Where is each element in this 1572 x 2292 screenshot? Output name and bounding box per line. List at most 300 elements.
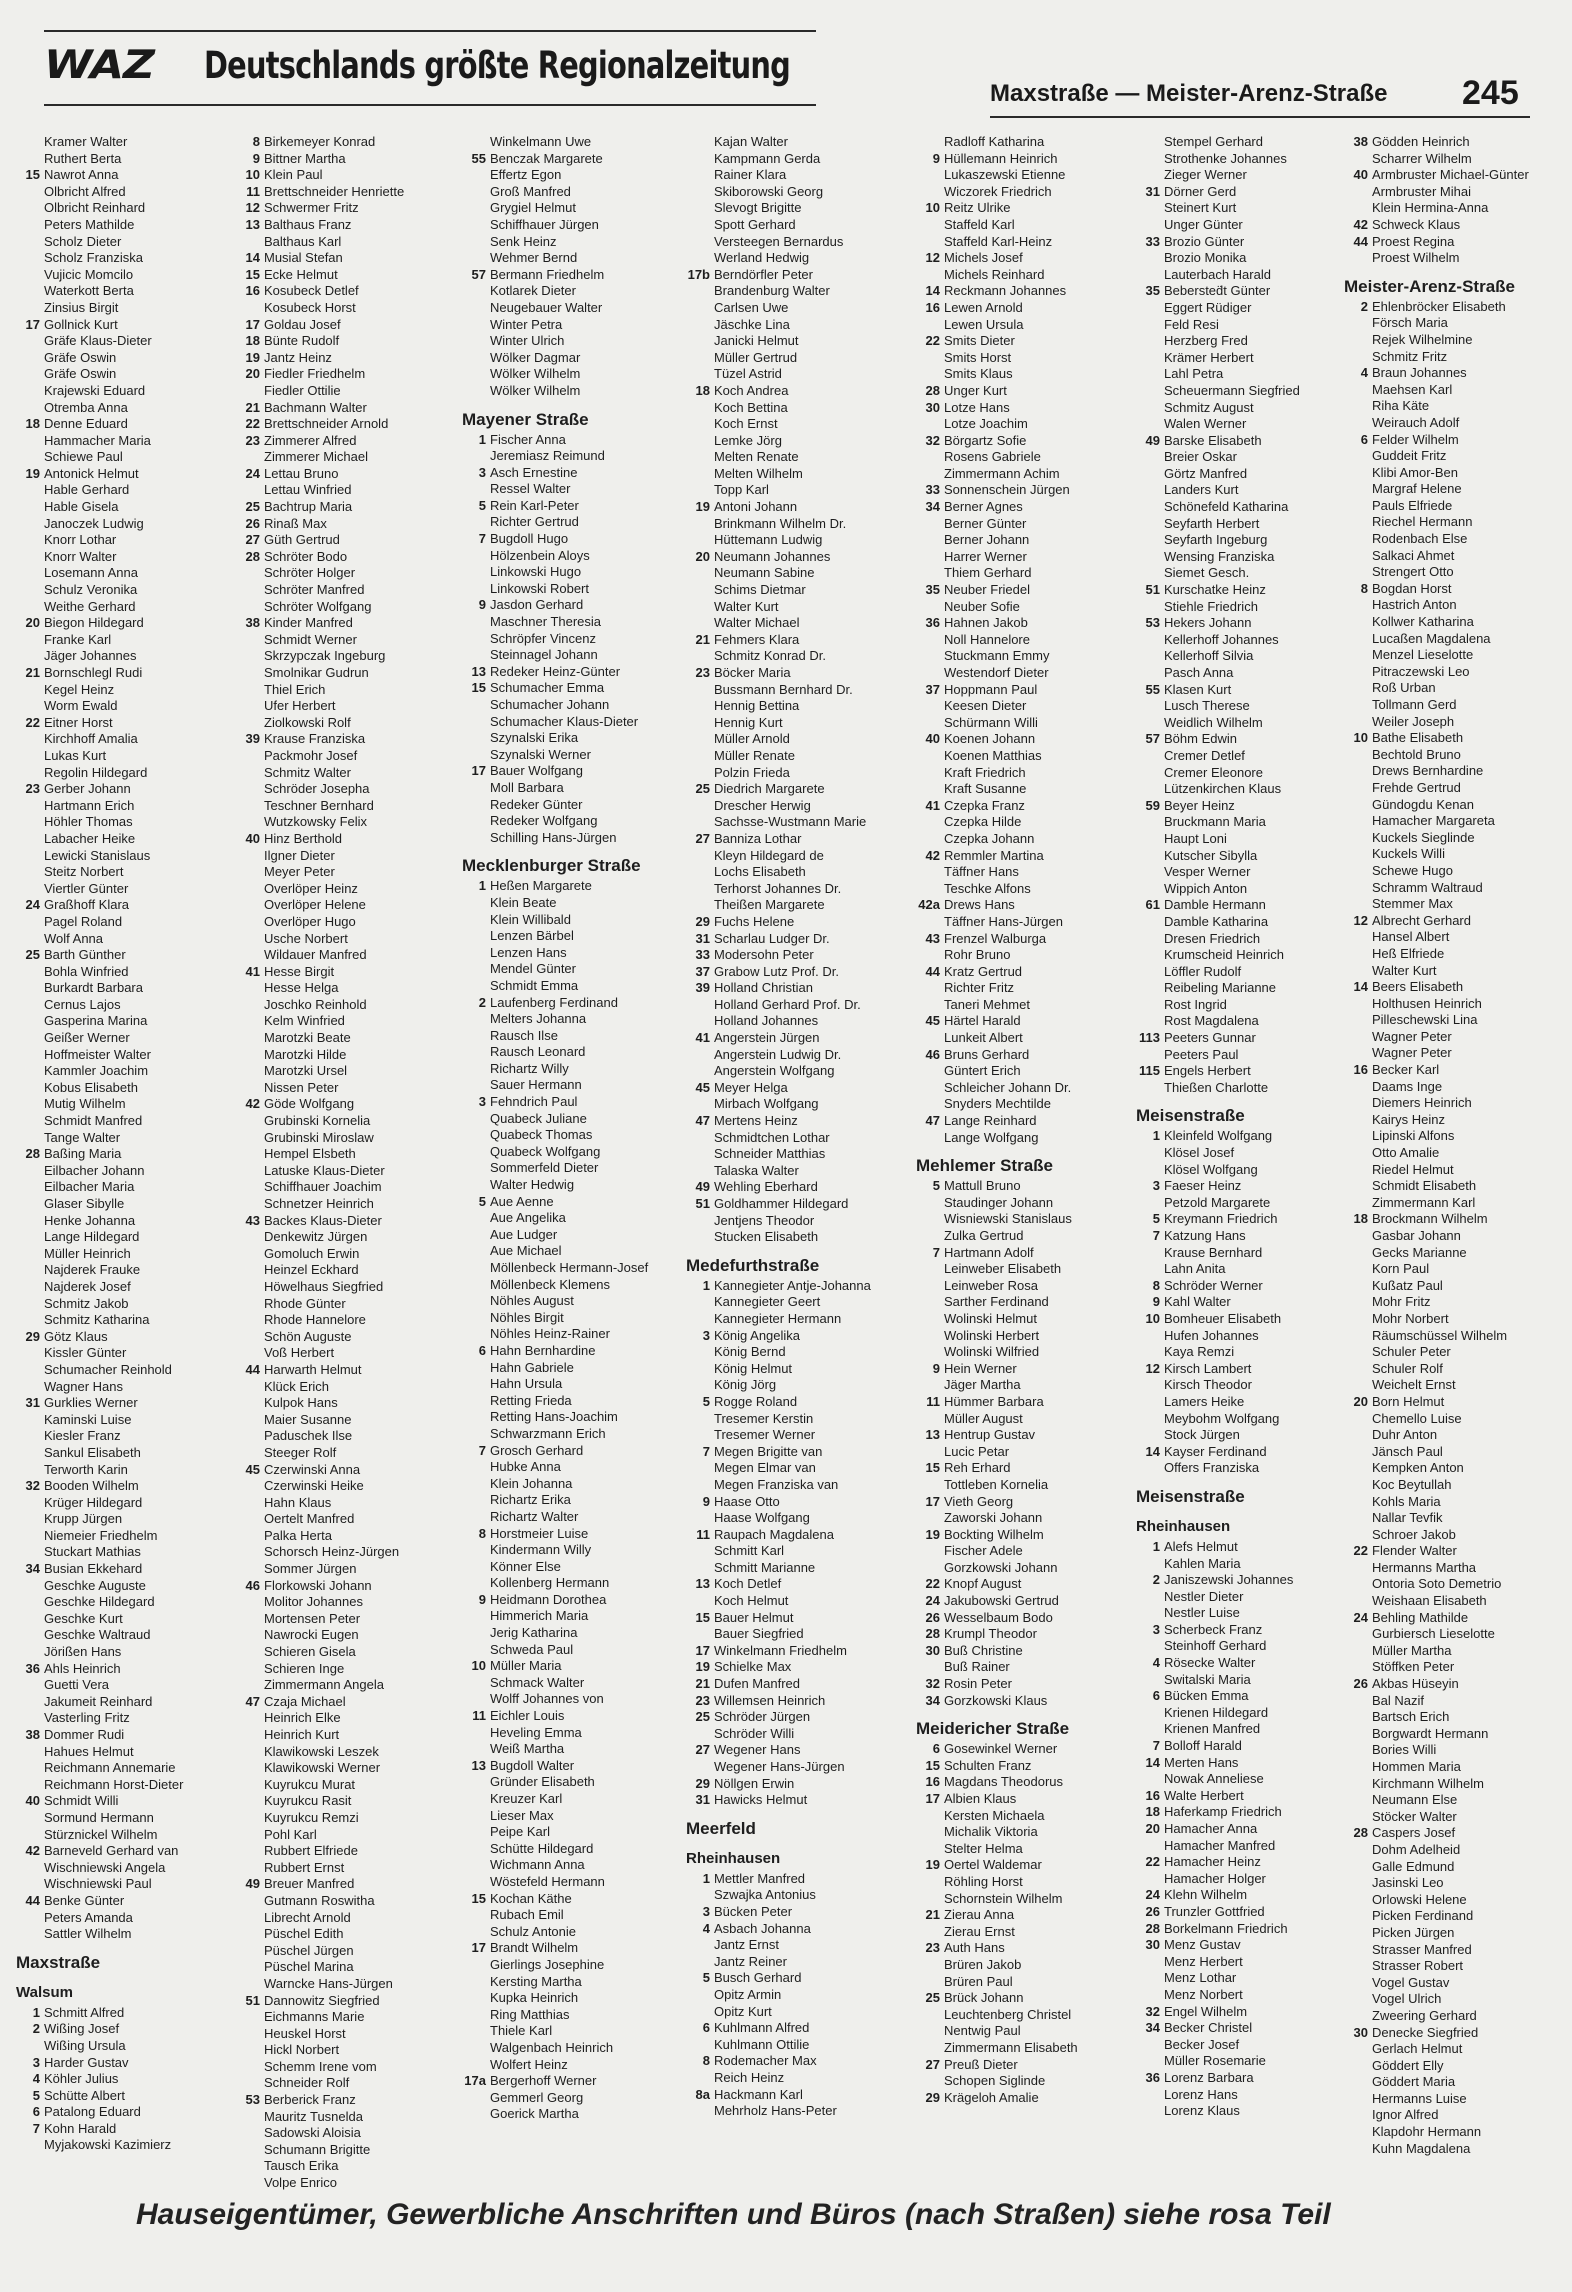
resident-name: Sarther Ferdinand	[944, 1294, 1049, 1310]
resident-name: Knorr Lothar	[44, 532, 117, 548]
resident-name: Switalski Maria	[1164, 1671, 1251, 1687]
resident-name: Krüger Hildegard	[44, 1494, 143, 1510]
resident-entry	[16, 1179, 241, 1196]
resident-name: Quabeck Juliane	[490, 1110, 587, 1126]
house-number: 4	[1360, 365, 1368, 381]
resident-name: Wolinski Herbert	[944, 1327, 1040, 1343]
house-number: 4	[1152, 1655, 1160, 1671]
house-number: 4	[702, 1920, 710, 1936]
house-number: 5	[932, 1178, 940, 1194]
resident-name: Hamacher Margareta	[1372, 813, 1495, 829]
resident-entry	[236, 897, 461, 914]
resident-entry	[1344, 963, 1569, 980]
resident-entry	[1344, 1045, 1569, 1062]
resident-entry	[236, 466, 461, 483]
resident-name: Becker Karl	[1372, 1062, 1440, 1078]
resident-entry	[462, 134, 687, 151]
resident-name: Schröder Josepha	[264, 781, 370, 797]
masthead	[44, 38, 814, 100]
resident-name: Reibeling Marianne	[1164, 980, 1277, 996]
resident-name: Berberick Franz	[264, 2092, 356, 2108]
resident-name: Armbruster Michael-Günter	[1372, 167, 1529, 183]
resident-entry	[16, 582, 241, 599]
resident-name: Kellerhoff Silvia	[1164, 648, 1254, 664]
resident-entry	[686, 1887, 911, 1904]
resident-name: Thiele Karl	[490, 2023, 553, 2039]
resident-name: Knorr Walter	[44, 548, 117, 564]
resident-name: Staffeld Karl	[944, 216, 1015, 232]
resident-name: Wegener Hans-Jürgen	[714, 1759, 845, 1774]
resident-name: Rubach Emil	[490, 1907, 564, 1923]
resident-name: König Angelika	[714, 1327, 801, 1343]
resident-entry	[16, 814, 241, 831]
resident-name: Krienen Manfred	[1164, 1721, 1261, 1737]
resident-name: Hommen Maria	[1372, 1759, 1461, 1774]
resident-name: Täffner Hans	[944, 864, 1019, 880]
resident-entry	[1344, 1162, 1569, 1179]
resident-entry	[236, 1080, 461, 1097]
street-heading: Meister-Arenz-Straße	[1344, 276, 1515, 296]
resident-entry	[916, 416, 1141, 433]
resident-name: Vesper Werner	[1164, 864, 1251, 880]
resident-entry	[686, 151, 911, 168]
resident-entry	[16, 1478, 241, 1495]
resident-entry	[916, 565, 1141, 582]
resident-entry	[686, 1970, 911, 1987]
resident-entry	[1344, 1278, 1569, 1295]
resident-name: Jäger Martha	[944, 1377, 1021, 1393]
resident-name: Bolloff Harald	[1164, 1738, 1242, 1754]
resident-name: Nöhles August	[490, 1293, 574, 1309]
resident-name: Horstmeier Luise	[490, 1525, 589, 1541]
resident-name: Hermanns Luise	[1372, 2090, 1467, 2106]
resident-name: Korn Paul	[1372, 1261, 1430, 1277]
resident-entry	[462, 1608, 687, 1625]
resident-name: Hahnen Jakob	[944, 615, 1028, 631]
resident-name: Hufen Johannes	[1164, 1327, 1259, 1343]
resident-entry	[916, 1477, 1141, 1494]
house-number: 42	[245, 1096, 260, 1112]
house-number: 18	[245, 333, 260, 349]
resident-name: Rogge Roland	[714, 1393, 798, 1409]
house-number: 8	[1360, 580, 1368, 596]
resident-entry	[16, 1611, 241, 1628]
resident-entry	[1344, 1925, 1569, 1942]
house-number: 9	[478, 1591, 486, 1607]
resident-name: Zimmerer Michael	[264, 449, 369, 465]
resident-name: Kegel Heinz	[44, 681, 115, 697]
resident-name: Eggert Rüdiger	[1164, 299, 1252, 315]
resident-entry	[462, 1277, 687, 1294]
resident-entry	[16, 2121, 241, 2138]
resident-entry	[916, 1195, 1141, 1212]
resident-name: Gutmann Roswitha	[264, 1892, 375, 1908]
resident-name: Goldau Josef	[264, 316, 341, 332]
resident-name: Najderek Frauke	[44, 1262, 141, 1278]
house-number: 17	[245, 316, 260, 332]
resident-entry	[1136, 167, 1361, 184]
resident-entry	[1344, 1859, 1569, 1876]
resident-entry	[236, 1428, 461, 1445]
resident-name: Grubinski Miroslaw	[264, 1129, 374, 1145]
resident-entry	[686, 1013, 911, 1030]
resident-entry	[1136, 1228, 1361, 1245]
resident-entry	[1344, 531, 1569, 548]
resident-entry	[462, 1691, 687, 1708]
resident-entry	[1136, 715, 1361, 732]
resident-name: Schweda Paul	[490, 1641, 574, 1657]
resident-entry	[236, 848, 461, 865]
resident-entry	[916, 682, 1141, 699]
resident-name: Hölzenbein Aloys	[490, 547, 590, 563]
resident-name: Armbruster Mihai	[1372, 183, 1471, 199]
resident-entry	[236, 1694, 461, 1711]
resident-name: Hennig Bettina	[714, 698, 800, 714]
resident-name: Trunzler Gottfried	[1164, 1903, 1265, 1919]
house-number: 19	[245, 349, 260, 365]
resident-name: Backes Klaus-Dieter	[264, 1212, 382, 1228]
resident-name: Schmidt Werner	[264, 631, 357, 647]
resident-entry	[16, 1727, 241, 1744]
resident-entry	[1136, 864, 1361, 881]
resident-name: Pohl Karl	[264, 1826, 317, 1842]
resident-name: Gecks Marianne	[1372, 1244, 1467, 1260]
resident-name: Harrer Werner	[944, 548, 1027, 564]
resident-name: Ruthert Berta	[44, 150, 122, 166]
house-number: 12	[1145, 1360, 1160, 1376]
resident-name: Kannegieter Geert	[714, 1294, 821, 1310]
resident-name: Bachmann Walter	[264, 399, 367, 415]
resident-name: Könner Else	[490, 1558, 561, 1574]
resident-name: Kirchmann Wilhelm	[1372, 1775, 1484, 1791]
resident-entry	[1344, 1311, 1569, 1328]
resident-entry	[916, 200, 1141, 217]
resident-entry	[16, 1644, 241, 1661]
resident-entry	[236, 234, 461, 251]
house-number: 53	[245, 2092, 260, 2108]
house-number: 23	[695, 1692, 710, 1708]
house-number: 26	[1353, 1676, 1368, 1692]
resident-entry	[686, 217, 911, 234]
resident-name: Tottleben Kornelia	[944, 1476, 1049, 1492]
resident-entry	[916, 1427, 1141, 1444]
resident-entry	[16, 516, 241, 533]
resident-entry	[1344, 2058, 1569, 2075]
resident-entry	[1344, 1195, 1569, 1212]
resident-entry	[1344, 680, 1569, 697]
resident-entry	[236, 167, 461, 184]
house-number: 15	[471, 680, 486, 696]
resident-name: Stucken Elisabeth	[714, 1229, 819, 1245]
resident-name: Staffeld Karl-Heinz	[944, 233, 1053, 249]
resident-name: Wutzkowsky Felix	[264, 814, 368, 830]
resident-entry	[236, 698, 461, 715]
house-number: 26	[245, 515, 260, 531]
resident-name: Schieren Inge	[264, 1660, 345, 1676]
resident-entry	[16, 350, 241, 367]
resident-entry	[686, 1278, 911, 1295]
resident-entry	[462, 697, 687, 714]
resident-name: Neugebauer Walter	[490, 299, 603, 315]
resident-name: Eitner Horst	[44, 714, 113, 730]
resident-name: Czerwinski Anna	[264, 1461, 361, 1477]
resident-entry	[1344, 382, 1569, 399]
resident-name: Dannowitz Siegfried	[264, 1992, 380, 2008]
resident-name: Peeters Paul	[1164, 1046, 1239, 1062]
resident-name: Walter Michael	[714, 615, 800, 631]
resident-entry	[686, 1213, 911, 1230]
resident-name: Görtz Manfred	[1164, 465, 1248, 481]
resident-name: Kraft Susanne	[944, 781, 1027, 797]
resident-entry	[16, 1146, 241, 1163]
resident-entry	[1344, 697, 1569, 714]
resident-name: Stuckmann Emmy	[944, 648, 1050, 664]
resident-entry	[462, 2057, 687, 2074]
resident-entry	[236, 217, 461, 234]
resident-name: Marotzki Hilde	[264, 1046, 347, 1062]
resident-name: Holland Gerhard Prof. Dr.	[714, 996, 861, 1012]
resident-name: Taneri Mehmet	[944, 996, 1030, 1012]
house-number: 5	[702, 1393, 710, 1409]
resident-name: Wisniewski Stanislaus	[944, 1211, 1072, 1227]
resident-name: Theißen Margarete	[714, 897, 825, 913]
resident-entry	[236, 1113, 461, 1130]
resident-entry	[1136, 2087, 1361, 2104]
resident-entry	[916, 1377, 1141, 1394]
resident-entry	[686, 1130, 911, 1147]
resident-entry	[462, 1990, 687, 2007]
resident-name: Teschner Bernhard	[264, 797, 374, 813]
resident-entry	[16, 615, 241, 632]
resident-entry	[16, 2071, 241, 2088]
resident-entry	[686, 831, 911, 848]
resident-entry	[16, 1362, 241, 1379]
resident-name: Dufen Manfred	[714, 1676, 800, 1692]
resident-name: Moll Barbara	[490, 779, 564, 795]
resident-entry	[236, 1213, 461, 1230]
resident-entry	[686, 482, 911, 499]
resident-name: Meybohm Wolfgang	[1164, 1410, 1280, 1426]
resident-entry	[236, 1362, 461, 1379]
resident-entry	[16, 1312, 241, 1329]
resident-name: Harwarth Helmut	[264, 1361, 362, 1377]
resident-entry	[236, 350, 461, 367]
resident-entry	[16, 665, 241, 682]
resident-name: Härtel Harald	[944, 1013, 1021, 1029]
resident-name: Sankul Elisabeth	[44, 1444, 141, 1460]
resident-name: Müller Heinrich	[44, 1245, 131, 1261]
resident-entry	[1344, 1411, 1569, 1428]
resident-entry	[462, 2023, 687, 2040]
resident-entry	[686, 931, 911, 948]
resident-entry	[1344, 184, 1569, 201]
resident-name: Galle Edmund	[1372, 1858, 1455, 1874]
resident-entry	[916, 333, 1141, 350]
resident-entry	[916, 1080, 1141, 1097]
house-number: 2	[478, 994, 486, 1010]
resident-entry	[916, 848, 1141, 865]
resident-name: Kahlen Maria	[1164, 1555, 1241, 1571]
resident-entry	[462, 730, 687, 747]
resident-entry	[462, 1443, 687, 1460]
resident-entry	[1136, 814, 1361, 831]
resident-entry	[1136, 300, 1361, 317]
resident-name: Göde Wolfgang	[264, 1096, 355, 1112]
resident-name: Kohn Harald	[44, 2120, 117, 2136]
resident-name: Hesse Birgit	[264, 963, 335, 979]
resident-name: Wölker Wilhelm	[490, 366, 581, 382]
house-number: 18	[695, 382, 710, 398]
house-number: 49	[1145, 432, 1160, 448]
resident-entry	[916, 532, 1141, 549]
resident-name: Hüllemann Heinrich	[944, 150, 1058, 166]
resident-entry	[236, 2075, 461, 2092]
resident-name: Grubinski Kornelia	[264, 1113, 371, 1129]
resident-name: Jeremiasz Reimund	[490, 448, 605, 464]
house-number: 24	[25, 897, 40, 913]
resident-name: Steeger Rolf	[264, 1444, 337, 1460]
resident-entry	[462, 1791, 687, 1808]
resident-entry	[1136, 1539, 1361, 1556]
resident-name: Schneider Rolf	[264, 2075, 350, 2091]
street-heading: Meerfeld	[686, 1818, 756, 1838]
resident-name: Heuskel Horst	[264, 2025, 346, 2041]
resident-name: Klehn Wilhelm	[1164, 1887, 1248, 1903]
resident-name: Orlowski Helene	[1372, 1891, 1467, 1907]
resident-entry	[1344, 250, 1569, 267]
resident-name: Möllenbeck Klemens	[490, 1276, 610, 1292]
house-number: 12	[925, 250, 940, 266]
resident-entry	[462, 1077, 687, 1094]
resident-entry	[1136, 466, 1361, 483]
resident-name: Wehling Eberhard	[714, 1179, 818, 1195]
resident-entry	[1344, 1361, 1569, 1378]
resident-entry	[16, 1047, 241, 1064]
house-number: 10	[1145, 1310, 1160, 1326]
resident-name: Neumann Sabine	[714, 565, 815, 581]
resident-name: Klein Johanna	[490, 1475, 573, 1491]
resident-name: Engel Wilhelm	[1164, 2003, 1248, 2019]
resident-entry	[1136, 1821, 1361, 1838]
resident-entry	[236, 665, 461, 682]
resident-name: Scholz Franziska	[44, 250, 143, 266]
resident-name: Myjakowski Kazimierz	[44, 2137, 172, 2153]
resident-name: Gasperina Marina	[44, 1013, 148, 1029]
resident-name: Herzberg Fred	[1164, 333, 1248, 349]
resident-name: Mettler Manfred	[714, 1870, 806, 1886]
house-number: 7	[1152, 1228, 1160, 1243]
resident-name: Lahl Petra	[1164, 366, 1224, 382]
resident-entry	[1136, 1195, 1361, 1212]
resident-name: Lauterbach Harald	[1164, 266, 1271, 282]
resident-name: Mutig Wilhelm	[44, 1096, 126, 1112]
resident-name: Wensing Franziska	[1164, 548, 1275, 564]
resident-name: Winter Ulrich	[490, 333, 565, 349]
resident-entry	[16, 1827, 241, 1844]
resident-entry	[236, 2125, 461, 2142]
resident-name: Krause Bernhard	[1164, 1244, 1263, 1260]
resident-name: Walter Kurt	[714, 598, 779, 614]
resident-entry	[686, 532, 911, 549]
resident-name: Rosens Gabriele	[944, 449, 1041, 465]
resident-entry	[236, 2158, 461, 2175]
resident-name: Melten Renate	[714, 449, 799, 465]
resident-name: Dommer Rudi	[44, 1727, 125, 1742]
resident-name: Hüttemann Ludwig	[714, 532, 823, 548]
resident-name: Schmitt Karl	[714, 1543, 785, 1559]
resident-name: Rohr Bruno	[944, 947, 1011, 963]
resident-name: Winkelmann Uwe	[490, 134, 592, 149]
resident-entry	[1344, 234, 1569, 251]
resident-name: Koenen Matthias	[944, 747, 1042, 763]
resident-name: Güth Gertrud	[264, 532, 340, 548]
resident-name: Felder Wilhelm	[1372, 431, 1459, 447]
resident-name: Richter Gertrud	[490, 514, 579, 530]
resident-entry	[686, 1361, 911, 1378]
house-number: 7	[702, 1443, 710, 1459]
house-number: 31	[695, 1792, 710, 1808]
resident-name: Wölker Dagmar	[490, 349, 581, 365]
resident-name: Zimmermann Elisabeth	[944, 2039, 1078, 2055]
resident-name: Hahn Klaus	[264, 1494, 332, 1510]
resident-name: Lemke Jörg	[714, 432, 782, 448]
resident-name: Walter Kurt	[1372, 962, 1437, 978]
resident-name: Zimmermann Angela	[264, 1677, 384, 1693]
resident-entry	[1136, 2020, 1361, 2037]
resident-name: Brettschneider Arnold	[264, 416, 389, 432]
resident-name: Krienen Hildegard	[1164, 1704, 1269, 1720]
resident-entry	[916, 964, 1141, 981]
resident-entry	[236, 582, 461, 599]
resident-entry	[1344, 880, 1569, 897]
resident-name: Cremer Detlef	[1164, 747, 1245, 763]
resident-entry	[1344, 2124, 1569, 2141]
resident-name: Marotzki Beate	[264, 1030, 351, 1046]
resident-entry	[236, 184, 461, 201]
house-number: 20	[1353, 1393, 1368, 1409]
house-number: 29	[925, 2089, 940, 2105]
resident-entry	[236, 2175, 461, 2192]
resident-entry	[462, 234, 687, 251]
resident-entry	[236, 980, 461, 997]
resident-entry	[686, 1954, 911, 1971]
resident-name: Damble Katharina	[1164, 913, 1269, 929]
house-number: 21	[245, 399, 260, 415]
resident-name: Maehsen Karl	[1372, 381, 1453, 397]
resident-name: Kajan Walter	[714, 134, 788, 149]
resident-entry	[1136, 1605, 1361, 1622]
resident-name: Schielke Max	[714, 1659, 792, 1675]
resident-entry	[236, 1412, 461, 1429]
resident-entry	[686, 897, 911, 914]
resident-name: Kirchhoff Amalia	[44, 731, 138, 747]
resident-entry	[1344, 896, 1569, 913]
resident-entry	[1136, 317, 1361, 334]
street-heading: Medefurthstraße	[686, 1255, 820, 1275]
resident-name: Paduschek Ilse	[264, 1428, 353, 1444]
resident-name: Werland Hedwig	[714, 250, 810, 266]
resident-entry	[236, 1379, 461, 1396]
house-number: 22	[1145, 1854, 1160, 1870]
resident-entry	[916, 1130, 1141, 1147]
resident-name: Fuchs Helene	[714, 913, 795, 929]
resident-name: Mertens Heinz	[714, 1113, 798, 1129]
resident-name: Wißing Josef	[44, 2021, 120, 2037]
resident-name: Hentrup Gustav	[944, 1427, 1036, 1443]
resident-entry	[236, 1910, 461, 1927]
resident-entry	[236, 449, 461, 466]
resident-name: Schütte Hildegard	[490, 1840, 594, 1856]
